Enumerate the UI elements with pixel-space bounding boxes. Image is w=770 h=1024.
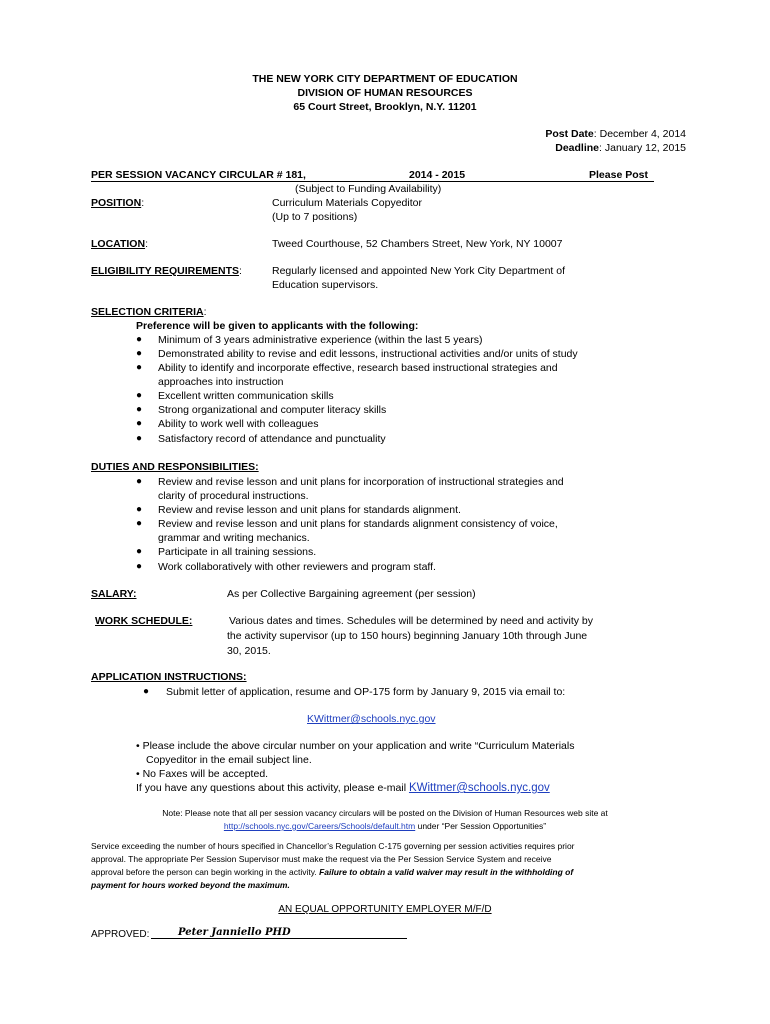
post-date [545,127,686,141]
deadline-value: : January 12, 2015 [599,142,686,154]
circular-years: 2014 - 2015 [409,169,466,181]
schedule-value-line3: 30, 2015. [227,645,271,657]
bullet-icon: ● [136,518,143,529]
selection-preference: Preference will be given to applicants with the following: [136,320,419,332]
bullet-icon: ● [136,504,143,515]
questions-email-link[interactable]: KWittmer@schools.nyc.gov [408,782,550,794]
salary-value: As per Collective Bargaining agreement (per session) [227,588,476,600]
schedule-value-line1: Various dates and times. Schedules will be determined by need and activity by [229,615,594,627]
location-label: LOCATION [91,238,146,250]
note-line2 [0,820,770,833]
bullet-icon: ● [136,561,143,572]
service-line3-warning: Failure to obtain a valid waiver may result in the withholding of [319,867,574,877]
bullet-icon: ● [136,404,143,415]
note-line1: Note: Please note that all per session vacancy circulars will be posted on the Division of Human Resources web site at [162,808,608,818]
eligibility-colon: : [238,265,242,277]
application-item: Submit letter of application, resume and OP-175 form by January 9, 2015 via email to: [166,686,566,698]
selection-heading [91,305,207,319]
application-bullet-circular-continued: Copyeditor in the email subject line. [146,754,312,766]
signature: Peter Janniello PHD [178,927,291,938]
salary-label: SALARY: [91,588,137,600]
application-email-link[interactable] [307,712,436,726]
bullet-icon: ● [136,476,143,487]
eligibility-value-line1: Regularly licensed and appointed New York City Department of [272,265,566,277]
service-line3 [91,866,573,879]
duty-item: Review and revise lesson and unit plans for incorporation of instructional strategies and [158,476,564,488]
application-heading: APPLICATION INSTRUCTIONS: [91,671,247,683]
location-value: Tweed Courthouse, 52 Chambers Street, New York, NY 10007 [272,238,563,250]
application-bullet-circular: • Please include the above circular number on your application and write “Curriculum Materials [136,740,575,752]
position-heading [91,196,144,210]
duty-item: Work collaboratively with other reviewers and program staff. [158,561,436,573]
questions-text: If you have any questions about this activity, please e-mail [136,782,409,794]
funding-note: (Subject to Funding Availability) [295,183,442,195]
service-line1: Service exceeding the number of hours specified in Chancellor’s Regulation C-175 governing per session activities requires prior [91,841,575,851]
bullet-icon: ● [143,686,150,697]
header-address: 65 Court Street, Brooklyn, N.Y. 11201 [293,101,477,113]
deadline-label: Deadline [555,142,600,154]
equal-opportunity-statement: AN EQUAL OPPORTUNITY EMPLOYER M/F/D [278,904,492,915]
selection-label: SELECTION CRITERIA [91,306,204,318]
selection-item: Strong organizational and computer literacy skills [158,404,387,416]
selection-item: Satisfactory record of attendance and punctuality [158,433,386,445]
circular-number: PER SESSION VACANCY CIRCULAR # 181, [91,169,306,181]
location-colon: : [145,238,148,250]
email-link-text[interactable]: KWittmer@schools.nyc.gov [307,713,436,725]
bullet-icon: ● [136,418,143,429]
schedule-label: WORK SCHEDULE: [95,615,193,627]
application-bullet-faxes: • No Faxes will be accepted. [136,768,269,780]
post-date-label: Post Date [545,128,594,140]
selection-item: Excellent written communication skills [158,390,334,402]
location-heading [91,237,148,251]
position-title: Curriculum Materials Copyeditor [272,197,422,209]
bullet-icon: ● [136,334,143,345]
duty-item: Review and revise lesson and unit plans for standards alignment consistency of voice, [158,518,558,530]
eligibility-value-line2: Education supervisors. [272,279,379,291]
please-post: Please Post [589,169,648,181]
bullet-icon: ● [136,546,143,557]
bullet-icon: ● [136,348,143,359]
duties-heading: DUTIES AND RESPONSIBILITIES: [91,461,259,473]
note-line2-rest: under “Per Session Opportunities” [415,821,547,831]
position-label: POSITION [91,197,142,209]
bullet-icon: ● [136,362,143,373]
schedule-value-line2: the activity supervisor (up to 150 hours) beginning January 10th through June [227,630,588,642]
duty-item-continued: clarity of procedural instructions. [158,490,309,502]
selection-colon: : [203,306,207,318]
note-url-link[interactable]: http://schools.nyc.gov/Careers/Schools/default.htm [223,821,416,831]
duty-item-continued: grammar and writing mechanics. [158,532,310,544]
bullet-icon: ● [136,390,143,401]
position-colon: : [141,197,145,209]
selection-item-continued: approaches into instruction [158,376,284,388]
header-department: THE NEW YORK CITY DEPARTMENT OF EDUCATION [252,73,518,85]
selection-item: Minimum of 3 years administrative experience (within the last 5 years) [158,334,483,346]
selection-item: Ability to work well with colleagues [158,418,319,430]
application-questions [136,781,550,795]
deadline-date [555,141,686,155]
selection-item: Demonstrated ability to revise and edit lessons, instructional activities and/or units of study [158,348,578,360]
eligibility-label: ELIGIBILITY REQUIREMENTS [91,265,239,277]
bullet-icon: ● [136,433,143,444]
position-count: (Up to 7 positions) [272,211,358,223]
header-division: DIVISION OF HUMAN RESOURCES [297,87,473,99]
service-line4-warning: payment for hours worked beyond the maximum. [91,880,290,890]
service-line3-plain: approval before the person can begin working in the activity. [91,867,320,877]
service-line2: approval. The appropriate Per Session Supervisor must make the request via the Per Session Service System and receive [91,854,552,864]
eligibility-heading [91,264,242,278]
selection-item: Ability to identify and incorporate effective, research based instructional strategies and [158,362,558,374]
duty-item: Participate in all training sessions. [158,546,317,558]
approved-label: APPROVED: [91,929,150,940]
duty-item: Review and revise lesson and unit plans for standards alignment. [158,504,461,516]
post-date-value: : December 4, 2014 [593,128,686,140]
